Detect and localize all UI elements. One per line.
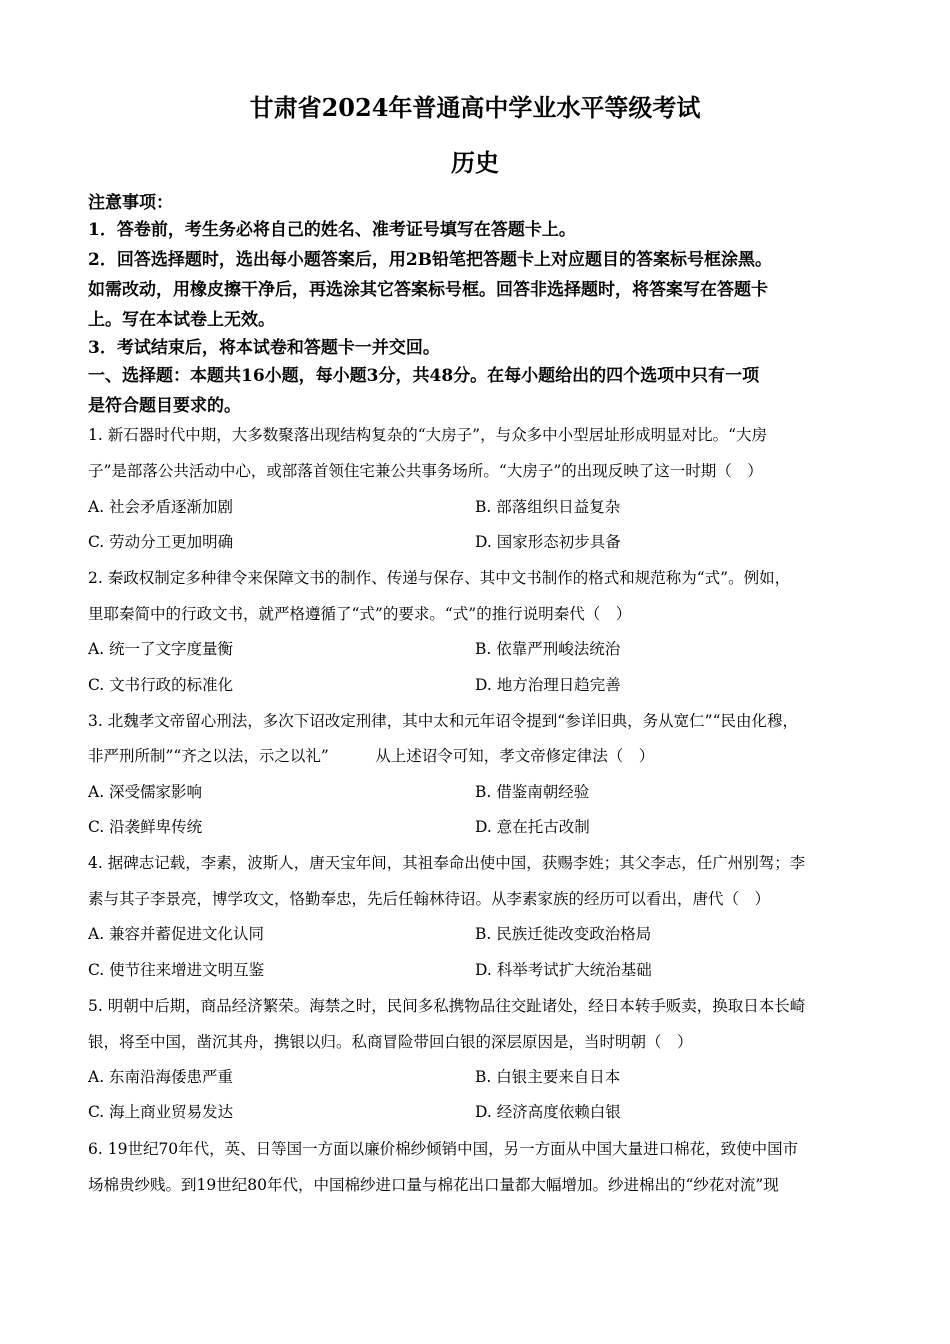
notice-item: 2．回答选择题时，选出每小题答案后，用2B铅笔把答题卡上对应题目的答案标号框涂黑。 xyxy=(88,250,773,270)
notice-item: 1．答卷前，考生务必将自己的姓名、准考证号填写在答题卡上。 xyxy=(88,220,576,240)
question-4-option-a: A. 兼容并蓄促进文化认同 xyxy=(88,925,265,943)
question-2-option-c: C. 文书行政的标准化 xyxy=(88,676,234,694)
question-1-option-d: D. 国家形态初步具备 xyxy=(475,533,621,551)
notice-item: 上。写在本试卷上无效。 xyxy=(88,310,275,330)
question-5-option-d: D. 经济高度依赖白银 xyxy=(475,1103,621,1121)
question-1-text: 1. 新石器时代中期，大多数聚落出现结构复杂的“大房子”，与众多中小型居址形成明显对比。“大房 xyxy=(88,426,767,444)
question-4-option-d: D. 科举考试扩大统治基础 xyxy=(475,961,652,979)
question-1-text: 子”是部落公共活动中心，或部落首领住宅兼公共事务场所。“大房子”的出现反映了这一时期（ ） xyxy=(88,462,763,480)
question-5-option-b: B. 白银主要来自日本 xyxy=(475,1068,621,1086)
question-3-text: 非严刑所制”“齐之以法，示之以礼” 从上述诏令可知，孝文帝修定律法（ ） xyxy=(88,747,655,765)
question-5-option-a: A. 东南沿海倭患严重 xyxy=(88,1068,234,1086)
subject-title: 历史 xyxy=(451,148,499,177)
question-2-option-d: D. 地方治理日趋完善 xyxy=(475,676,621,694)
exam-title: 甘肃省2024年普通高中学业水平等级考试 xyxy=(249,93,701,122)
question-1-option-a: A. 社会矛盾逐渐加剧 xyxy=(88,498,234,516)
section-heading-cont: 是符合题目要求的。 xyxy=(88,396,241,416)
question-6-text: 6. 19世纪70年代，英、日等国一方面以廉价棉纱倾销中国，另一方面从中国大量进口棉花，致使中国市 xyxy=(88,1140,799,1158)
question-3-option-a: A. 深受儒家影响 xyxy=(88,783,203,801)
notice-heading: 注意事项： xyxy=(88,193,173,213)
question-3-option-c: C. 沿袭鲜卑传统 xyxy=(88,818,203,836)
section-heading: 一、选择题：本题共16小题，每小题3分，共48分。在每小题给出的四个选项中只有一项 xyxy=(88,366,760,386)
question-1-option-c: C. 劳动分工更加明确 xyxy=(88,533,234,551)
question-4-text: 4. 据碑志记载，李素，波斯人，唐天宝年间，其祖奉命出使中国，获赐李姓；其父李志，任广州别驾；李 xyxy=(88,854,806,872)
question-3-text: 3. 北魏孝文帝留心刑法，多次下诏改定刑律，其中太和元年诏令提到“参详旧典，务从宽仁”“民由化穆， xyxy=(88,712,798,730)
question-5-option-c: C. 海上商业贸易发达 xyxy=(88,1103,234,1121)
question-2-option-a: A. 统一了文字度量衡 xyxy=(88,640,234,658)
question-4-option-b: B. 民族迁徙改变政治格局 xyxy=(475,925,652,943)
question-5-text: 5. 明朝中后期，商品经济繁荣。海禁之时，民间多私携物品往交趾诸处，经日本转手贩卖，换取日本长崎 xyxy=(88,997,806,1015)
question-6-text: 场棉贵纱贱。到19世纪80年代，中国棉纱进口量与棉花出口量都大幅增加。纱进棉出的“纱花对流”现 xyxy=(88,1176,779,1194)
question-2-text: 2. 秦政权制定多种律令来保障文书的制作、传递与保存、其中文书制作的格式和规范称为“式”。例如， xyxy=(88,569,791,587)
question-3-option-b: B. 借鉴南朝经验 xyxy=(475,783,590,801)
question-1-option-b: B. 部落组织日益复杂 xyxy=(475,498,621,516)
question-4-text: 素与其子李景亮，博学攻文，恪勤奉忠，先后任翰林待诏。从李素家族的经历可以看出，唐代（ ） xyxy=(88,890,771,908)
notice-item: 如需改动，用橡皮擦干净后，再选涂其它答案标号框。回答非选择题时，将答案写在答题卡 xyxy=(88,280,768,300)
question-4-option-c: C. 使节往来增进文明互鉴 xyxy=(88,961,265,979)
question-5-text: 银，将至中国，凿沉其舟，携银以归。私商冒险带回白银的深层原因是，当时明朝（ ） xyxy=(88,1033,693,1051)
question-2-option-b: B. 依靠严刑峻法统治 xyxy=(475,640,621,658)
question-2-text: 里耶秦简中的行政文书，就严格遵循了“式”的要求。“式”的推行说明秦代（ ） xyxy=(88,605,632,623)
notice-item: 3．考试结束后，将本试卷和答题卡一并交回。 xyxy=(88,338,440,358)
question-3-option-d: D. 意在托古改制 xyxy=(475,818,590,836)
